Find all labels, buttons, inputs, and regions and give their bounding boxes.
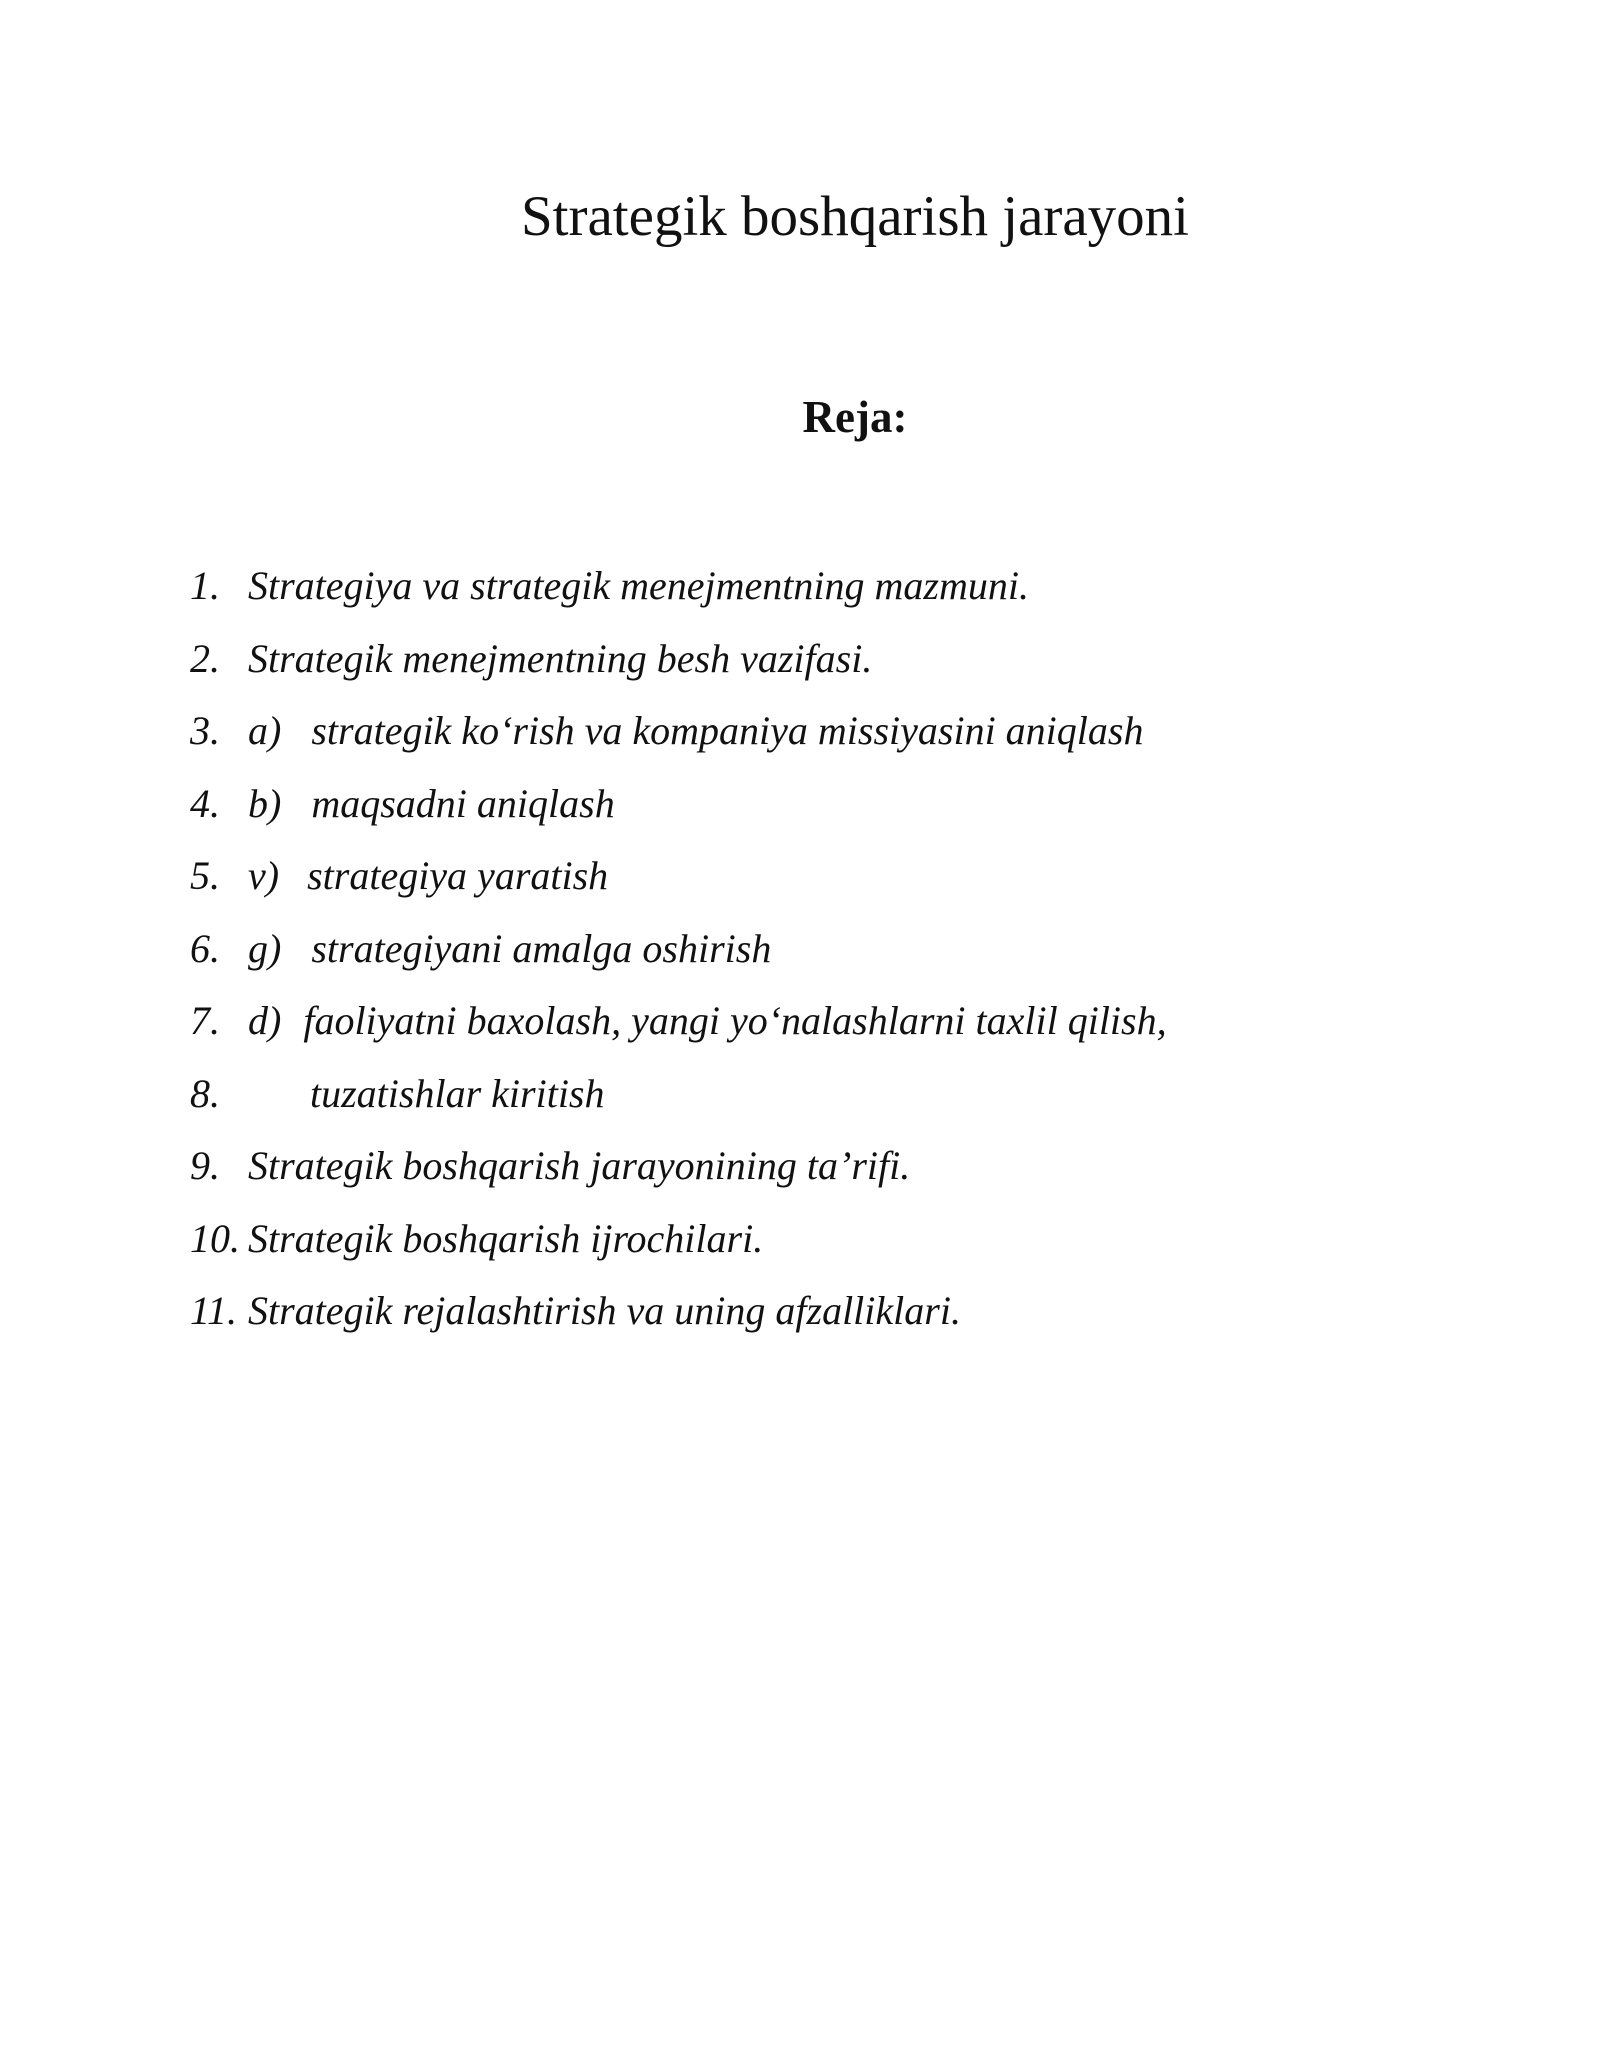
item-text: strategiyani amalga oshirish [311,925,772,971]
list-item [190,705,1167,778]
item-text: Strategik menejmentning besh vazifasi. [248,635,873,681]
plan-list [190,560,1167,1358]
item-number: 4. [190,780,220,826]
list-item [190,633,1167,706]
list-item [190,560,1167,633]
item-letter: b) [248,780,282,826]
item-number: 10. [190,1215,240,1261]
item-text: strategik ko‘rish va kompaniya missiyasini aniqlash [311,708,1144,753]
list-item [190,1213,1167,1286]
item-number: 8. [190,1070,220,1116]
item-letter: d) [248,998,282,1043]
document-title: Strategik boshqarish jarayoni [520,185,1190,248]
item-text: Strategik rejalashtirish va uning afzalliklari. [248,1288,961,1333]
item-number: 3. [190,708,220,753]
item-text: faoliyatni baxolash, yangi yo‘nalashlarni taxlil qilish, [303,998,1167,1043]
item-text: Strategik boshqarish ijrochilari. [248,1215,764,1261]
item-text: maqsadni aniqlash [311,780,615,826]
item-number: 7. [190,998,220,1043]
item-text: tuzatishlar kiritish [310,1070,605,1116]
item-letter: v) [248,853,280,898]
item-number: 9. [190,1143,220,1188]
item-number: 1. [190,563,220,608]
item-number: 11. [190,1288,238,1333]
list-item [190,995,1167,1068]
item-number: 5. [190,853,220,898]
list-item [190,923,1167,996]
item-letter: a) [248,708,282,753]
list-item [190,778,1167,851]
item-number: 2. [190,635,220,681]
item-letter: g) [248,925,282,971]
item-number: 6. [190,925,220,971]
plan-heading: Reja: [802,392,908,442]
item-text: strategiya yaratish [307,853,609,898]
list-item [190,1140,1167,1213]
list-item [190,1068,1167,1141]
list-item [190,1285,1167,1358]
item-text: Strategik boshqarish jarayonining ta’rifi. [248,1143,911,1188]
item-text: Strategiya va strategik menejmentning mazmuni. [248,563,1029,608]
list-item [190,850,1167,923]
